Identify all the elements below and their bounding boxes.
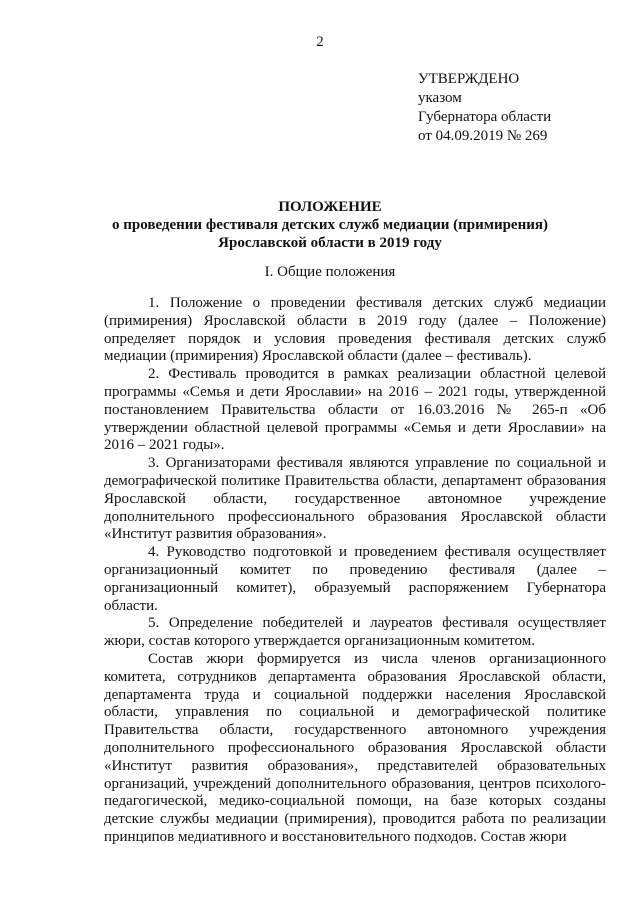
paragraph-5: 5. Определение победителей и лауреатов фестиваля осуществляет жюри, состав которого утверждается организационным комитетом. [104,615,606,650]
document-body [104,295,606,847]
page-number: 2 [316,34,324,50]
approval-line-date-number: от 04.09.2019 № 269 [418,128,548,144]
paragraph-4: 4. Руководство подготовкой и проведением фестиваля осуществляет организационный комитет по проведению фестиваля (далее – организационный комитет), образуемый распоряжением Губернатора области. [104,544,606,614]
paragraph-6: Состав жюри формируется из числа членов организационного комитета, сотрудников департамента образования Ярославской области, департамента труда и социальной поддержки населения Ярославской области, управления по социальной и демографической политике Правительства области, государственного автономного учреждения дополнительного профессионального образования Ярославской области «Институт развития образования», представителей образовательных организаций, учреждений дополнительного образования, центров психолого-педагогической, медико-социальной помощи, на базе которых созданы детские службы медиации (примирения), проводится работа по реализации принципов медиативного и восстановительного подходов. Состав жюри [104,650,606,845]
section-heading: I. Общие положения [264,264,396,280]
paragraph-1: 1. Положение о проведении фестиваля детских служб медиации (примирения) Ярославской области в 2019 году (далее – Положение) определяет порядок и условия проведения фестиваля детских служб медиации (примирения) Ярославской области (далее – фестиваль). [104,295,606,365]
title-line-3: Ярославской области в 2019 году [218,235,442,251]
paragraph-3: 3. Организаторами фестиваля являются управление по социальной и демографической политике Правительства области, департамент образования Ярославской области, государственное автономное учреждение дополнительного профессионального образования Ярославской области «Институт развития образования». [104,455,606,543]
approval-line-decree: указом [418,90,462,106]
paragraph-2: 2. Фестиваль проводится в рамках реализации областной целевой программы «Семья и дети Ярославии» на 2016 – 2021 годы, утвержденной постановлением Правительства области от 16.03.2016 № 265-п «Об утверждении областной целевой программы «Семья и дети Ярославии» на 2016 – 2021 годы». [104,366,606,454]
title-line-2: о проведении фестиваля детских служб медиации (примирения) [111,217,548,233]
approval-stamp [418,70,551,146]
approval-line-governor: Губернатора области [418,109,552,125]
approval-line-approved: УТВЕРЖДЕНО [418,71,520,87]
document-title [60,198,600,252]
title-line-1: ПОЛОЖЕНИЕ [278,199,382,215]
